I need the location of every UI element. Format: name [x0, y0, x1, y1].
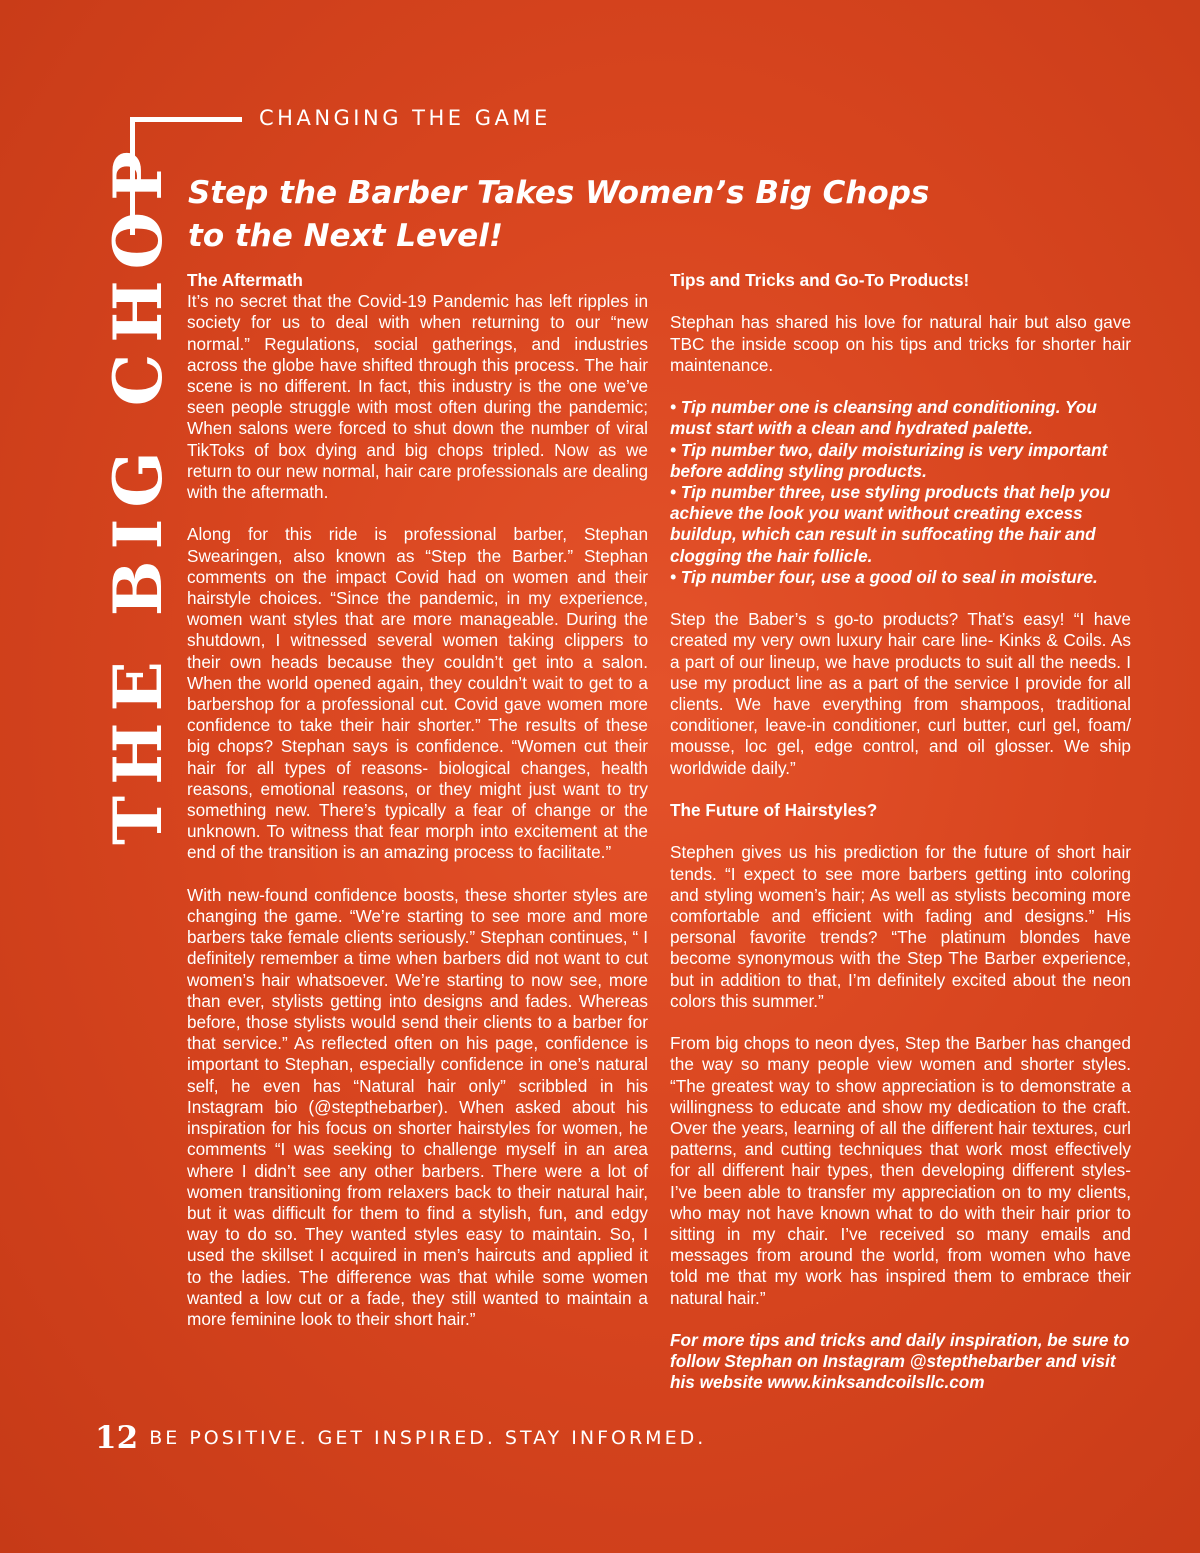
tips-list — [670, 397, 1131, 588]
section-label: CHANGING THE GAME — [259, 106, 551, 130]
article-headline: Step the Barber Takes Women’s Big Chops to the Next Level! — [188, 175, 930, 254]
left-column — [187, 270, 648, 1351]
title-bracket-top — [130, 117, 242, 122]
subhead-aftermath: The Aftermath — [187, 270, 303, 290]
page-footer — [95, 1420, 706, 1456]
closing-note: For more tips and tricks and daily inspiration, be sure to follow Stephan on Instagram @stepthebarber and visit his website www.kinksandcoilsllc.com — [670, 1330, 1130, 1393]
paragraph: Along for this ride is professional barber, Stephan Swearingen, also known as “Step the Barber.” Stephan comments on the impact Covid had on women and their hairstyle choices. “Since the pandemic, in my experience, women want styles that are more manageable. During the shutdown, I witnessed several women taking clippers to their own heads because they couldn’t get into a salon. When the world opened again, they couldn’t wait to get to a barbershop for a professional cut. Covid gave women more confidence to take their hair shorter.” The results of these big chops? Stephan says is confidence. “Women cut their hair for all types of reasons- biological changes, health reasons, emotional reasons, or they might just want to try something new. There’s typically a fear of change or the unknown. To witness that fear morph into excitement at the end of the transition is an amazing process to facilitate.” — [187, 524, 648, 863]
vertical-title: THE BIG CHOP — [99, 140, 177, 845]
paragraph: It’s no secret that the Covid-19 Pandemic has left ripples in society for us to deal with when returning to our “new normal.” Regulations, social gatherings, and industries across the globe have shifted through this process. The hair scene is no different. In fact, this industry is the one we’ve seen people struggle with most often during the pandemic; When salons were forced to shut down the number of viral TikToks of box dying and big chops tripled. Now as we return to our new normal, hair care professionals are dealing with the aftermath. — [187, 291, 648, 503]
subhead-future: The Future of Hairstyles? — [670, 800, 878, 821]
paragraph: Stephan has shared his love for natural hair but also gave TBC the inside scoop on his tips and tricks for shorter hair maintenance. — [670, 312, 1131, 375]
paragraph: Stephen gives us his prediction for the future of short hair tends. “I expect to see more barbers getting into coloring and styling women’s hair; As well as stylists becoming more comfortable and efficient with fading and designs.” His personal favorite trends? “The platinum blondes have become synonymous with the Step The Barber experience, but in addition to that, I’m definitely excited about the neon colors this summer.” — [670, 842, 1131, 1011]
paragraph: From big chops to neon dyes, Step the Barber has changed the way so many people view women and shorter styles. “The greatest way to show appreciation is to demonstrate a willingness to educate and show my dedication to the craft. Over the years, learning of all the different hair textures, curl patterns, and cutting techniques that work most effectively for all different hair types, then developing different styles- I’ve been able to transfer my appreciation on to my clients, who may not have known what to do with their hair prior to sitting in my chair. I’ve received so many emails and messages from around the world, from women who have told me that my work has inspired them to embrace their natural hair.” — [670, 1033, 1131, 1308]
right-column — [670, 270, 1131, 1415]
list-item: • Tip number one is cleansing and conditioning. You must start with a clean and hydrated palette. — [670, 397, 1097, 439]
footer-tagline: BE POSITIVE. GET INSPIRED. STAY INFORMED. — [149, 1427, 707, 1449]
list-item: • Tip number three, use styling products that help you achieve the look you want without creating excess buildup, which can result in suffocating the hair and clogging the hair follicle. — [670, 482, 1111, 566]
list-item: • Tip number four, use a good oil to seal in moisture. — [670, 566, 1098, 587]
paragraph: With new-found confidence boosts, these shorter styles are changing the game. “We’re starting to see more and more barbers take female clients seriously.” Stephan continues, “ I definitely remember a time when barbers did not want to cut women’s hair whatsoever. We’re starting to now see, more than ever, stylists getting into designs and fades. Whereas before, those stylists would send their clients to a barber for that service.” As reflected often on his page, confidence is important to Stephan, especially confidence in one’s natural self, he even has “Natural hair only” scribbled in his Instagram bio (@stepthebarber). When asked about his inspiration for his focus on shorter hairstyles for women, he comments “I was seeking to challenge myself in an area where I didn’t see any other barbers. There were a lot of women transitioning from relaxers back to their natural hair, but it was difficult for them to find a stylish, fun, and edgy way to do so. They wanted styles easy to maintain. So, I used the skillset I acquired in men’s haircuts and applied it to the ladies. The difference was that while some women wanted a low cut or a fade, they still wanted to maintain a more feminine look to their short hair.” — [187, 884, 648, 1329]
list-item: • Tip number two, daily moisturizing is very important before adding styling products. — [670, 439, 1108, 481]
page-number: 12 — [95, 1420, 139, 1456]
paragraph: Step the Baber’s s go-to products? That’s easy! “I have created my very own luxury hair care line- Kinks & Coils. As a part of our lineup, we have products to suit all the needs. I use my product line as a part of the service I provide for all clients. We have everything from shampoos, traditional conditioner, leave-in conditioner, curl butter, curl gel, foam/ mousse, loc gel, edge control, and oil glosser. We ship worldwide daily.” — [670, 609, 1131, 778]
subhead-tips: Tips and Tricks and Go-To Products! — [670, 270, 970, 290]
